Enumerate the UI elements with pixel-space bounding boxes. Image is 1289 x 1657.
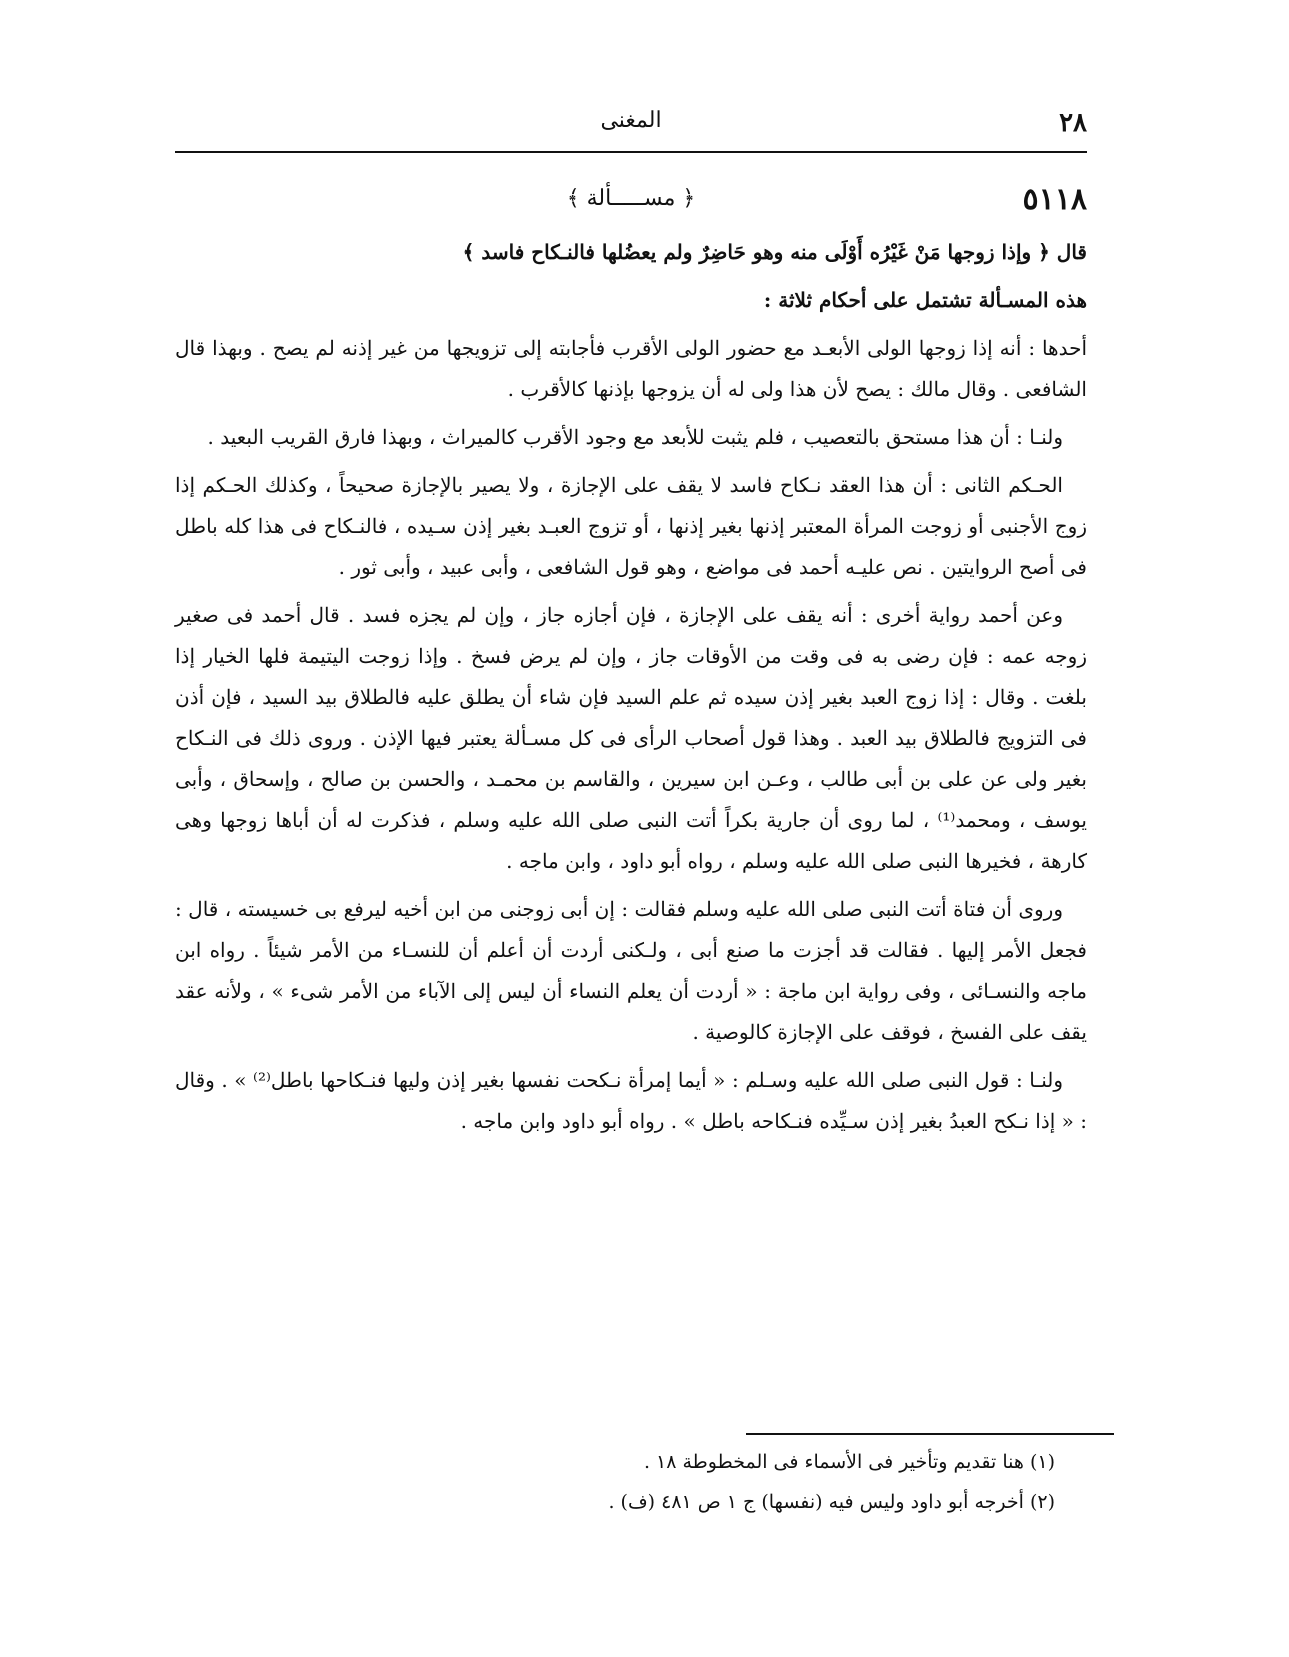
page-number: ٢٨ xyxy=(1059,108,1087,138)
paragraph-first-ruling: أحدها : أنه إذا زوجها الولى الأبعـد مع حضور الولى الأقرب فأجابته إلى تزويجها من غير إذنه لم يصح . وبهذا قال الشافعى . وقال مالك : يصح لأن هذا ولى له أن يزوجها بإذنها كالأقرب . xyxy=(175,336,1087,401)
paragraph-second-ruling: الحـكم الثانى : أن هذا العقد نـكاح فاسد لا يقف على الإجازة ، ولا يصير بالإجازة صحيحاً ، وكذلك الحـكم إذا زوج الأجنبى أو زوجت المرأة المعتبر إذنها بغير إذنها ، أو تزوج العبـد بغير إذن سـيده ، فالنـكاح فى هذا كله باطل فى أصح الروايتين . نص عليـه أحمد فى مواضع ، وهو قول الشافعى ، وأبى عبيد ، وأبى ثور . xyxy=(175,473,1087,579)
issue-number: ٥١١٨ xyxy=(1022,182,1087,217)
footnote-2: (٢) أخرجه أبو داود وليس فيه (نفسها) ج ١ ص ٤٨١ (ف) . xyxy=(608,1491,1055,1513)
issue-title: ﴿ مســـــألة ﴾ xyxy=(566,186,696,211)
header-divider xyxy=(175,151,1087,153)
paragraph-other-narration: وعن أحمد رواية أخرى : أنه يقف على الإجازة ، فإن أجازه جاز ، وإن لم يجزه فسد . قال أحمد فى صغير زوجه عمه : فإن رضى به فى وقت من الأوقات جاز ، وإن لم يرض فسخ . وإذا زوجت اليتيمة فلها الخيار إذا بلغت . وقال : إذا زوج العبد بغير إذن سيده ثم علم السيد فإن شاء أن يطلق عليه فالطلاق بيد السيد ، فإن أذن فى التزويج فالطلاق بيد العبد . وهذا قول أصحاب الرأى فى كل مسـألة يعتبر فيها الإذن . وروى ذلك فى النـكاح بغير ولى عن على بن أبى طالب ، وعـن ابن سيرين ، والقاسم بن محمـد ، والحسن بن صالح ، وإسحاق ، وأبى يوسف ، ومحمد⁽¹⁾ ، لما روى أن جارية بكراً أتت النبى صلى الله عليه وسلم ، فذكرت له أن أباها زوجها وهى كارهة ، فخيرها النبى صلى الله عليه وسلم ، رواه أبو داود ، وابن ماجه . xyxy=(175,603,1087,873)
footnotes xyxy=(175,1442,1087,1522)
paragraph-intro: هذه المسـألة تشتمل على أحكام ثلاثة : xyxy=(763,288,1087,312)
issue-heading xyxy=(175,182,1087,226)
paragraph-hadith-girl: وروى أن فتاة أتت النبى صلى الله عليه وسلم فقالت : إن أبى زوجنى من ابن أخيه ليرفع بى خسيسته ، قال : فجعل الأمر إليها . فقالت قد أجزت ما صنع أبى ، ولـكنى أردت أن أعلم أن للنسـاء من الأمر شيئاً . رواه ابن ماجه والنسـائى ، وفى رواية ابن ماجة : « أردت أن يعلم النساء أن ليس إلى الآباء من الأمر شىء » ، ولأنه عقد يقف على الفسخ ، فوقف على الإجازة كالوصية . xyxy=(175,897,1087,1044)
footnote-1: (١) هنا تقديم وتأخير فى الأسماء فى المخطوطة ١٨ . xyxy=(643,1451,1055,1473)
paragraph-evidence: ولنـا : قول النبى صلى الله عليه وسـلم : « أيما إمرأة نـكحت نفسها بغير إذن وليها فنـكاحها باطل⁽²⁾ » . وقال : « إذا نـكح العبدُ بغير إذن سـيِّده فنـكاحه باطل » . رواه أبو داود وابن ماجه . xyxy=(175,1068,1087,1133)
footnote-divider xyxy=(746,1433,1114,1435)
main-text xyxy=(175,232,1087,1149)
running-header xyxy=(175,108,1087,148)
issue-statement: قال ﴿ وإذا زوجها مَنْ غَيْرُه أَوْلَى منه وهو حَاضِرٌ ولم يعضُلها فالنـكاح فاسد ﴾ xyxy=(462,240,1087,264)
paragraph-rebuttal: ولنـا : أن هذا مستحق بالتعصيب ، فلم يثبت للأبعد مع وجود الأقرب كالميراث ، وبهذا فارق القريب البعيد . xyxy=(207,425,1063,449)
book-title: المغنى xyxy=(600,108,662,133)
